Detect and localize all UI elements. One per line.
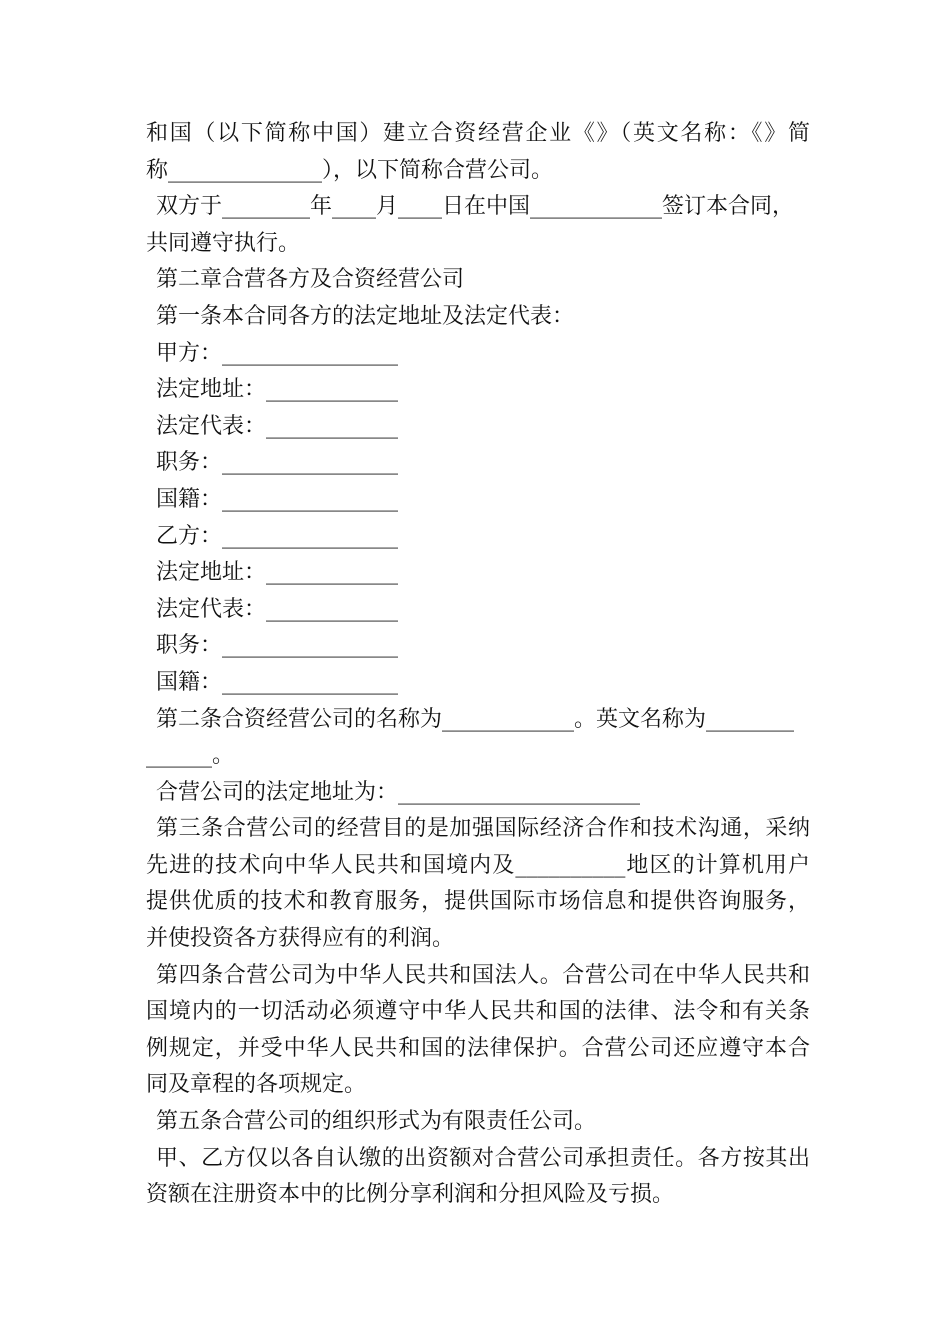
paragraph-line: 和国（以下简称中国）建立合资经营企业《》（英文名称：《》简 (146, 121, 810, 146)
party-a-position-field: 职务：________________ (156, 450, 399, 476)
party-b-nationality-field: 国籍：________________ (156, 669, 399, 695)
party-b-field: 乙方：________________ (156, 523, 399, 549)
paragraph-line: 合营公司的法定地址为：______________________ (156, 779, 641, 805)
chapter-heading: 第二章合营各方及合资经营公司 (156, 267, 465, 293)
article-line: 第一条本合同各方的法定地址及法定代表： (156, 303, 575, 329)
party-a-nationality-field: 国籍：________________ (156, 486, 399, 512)
paragraph-line: 同及章程的各项规定。 (146, 1072, 367, 1098)
party-b-position-field: 职务：________________ (156, 633, 399, 659)
party-b-address-field: 法定地址：____________ (156, 560, 399, 586)
paragraph-line: 甲、乙方仅以各自认缴的出资额对合营公司承担责任。各方按其出 (156, 1145, 810, 1171)
paragraph-line: 先进的技术向中华人民共和国境内及__________地区的计算机用户 (146, 852, 810, 878)
paragraph-line: 提供优质的技术和教育服务，提供国际市场信息和提供咨询服务， (146, 889, 810, 915)
paragraph-line: 国境内的一切活动必须遵守中华人民共和国的法律、法令和有关条 (146, 999, 810, 1025)
paragraph-line: 并使投资各方获得应有的利润。 (146, 926, 455, 952)
paragraph-line: 资额在注册资本中的比例分享利润和分担风险及亏损。 (146, 1182, 675, 1208)
paragraph-line: 称______________），以下简称合营公司。 (146, 157, 554, 183)
paragraph-line: 双方于________年____月____日在中国____________签订本合同， (156, 194, 795, 220)
party-a-address-field: 法定地址：____________ (156, 377, 399, 403)
party-b-representative-field: 法定代表：____________ (156, 596, 399, 622)
party-a-representative-field: 法定代表：____________ (156, 413, 399, 439)
article-line: 第二条合资经营公司的名称为____________。英文名称为________ (156, 706, 795, 732)
article-line: 第五条合营公司的组织形式为有限责任公司。 (156, 1109, 597, 1135)
party-a-field: 甲方：________________ (156, 340, 399, 366)
document-body (146, 116, 810, 1214)
paragraph-line: 共同遵守执行。 (146, 230, 301, 256)
article-line: 第三条合营公司的经营目的是加强国际经济合作和技术沟通，采纳 (156, 816, 810, 842)
paragraph-line: ______。 (146, 743, 235, 769)
article-line: 第四条合营公司为中华人民共和国法人。合营公司在中华人民共和 (156, 962, 810, 988)
paragraph-line: 例规定，并受中华人民共和国的法律保护。合营公司还应遵守本合 (146, 1035, 810, 1061)
